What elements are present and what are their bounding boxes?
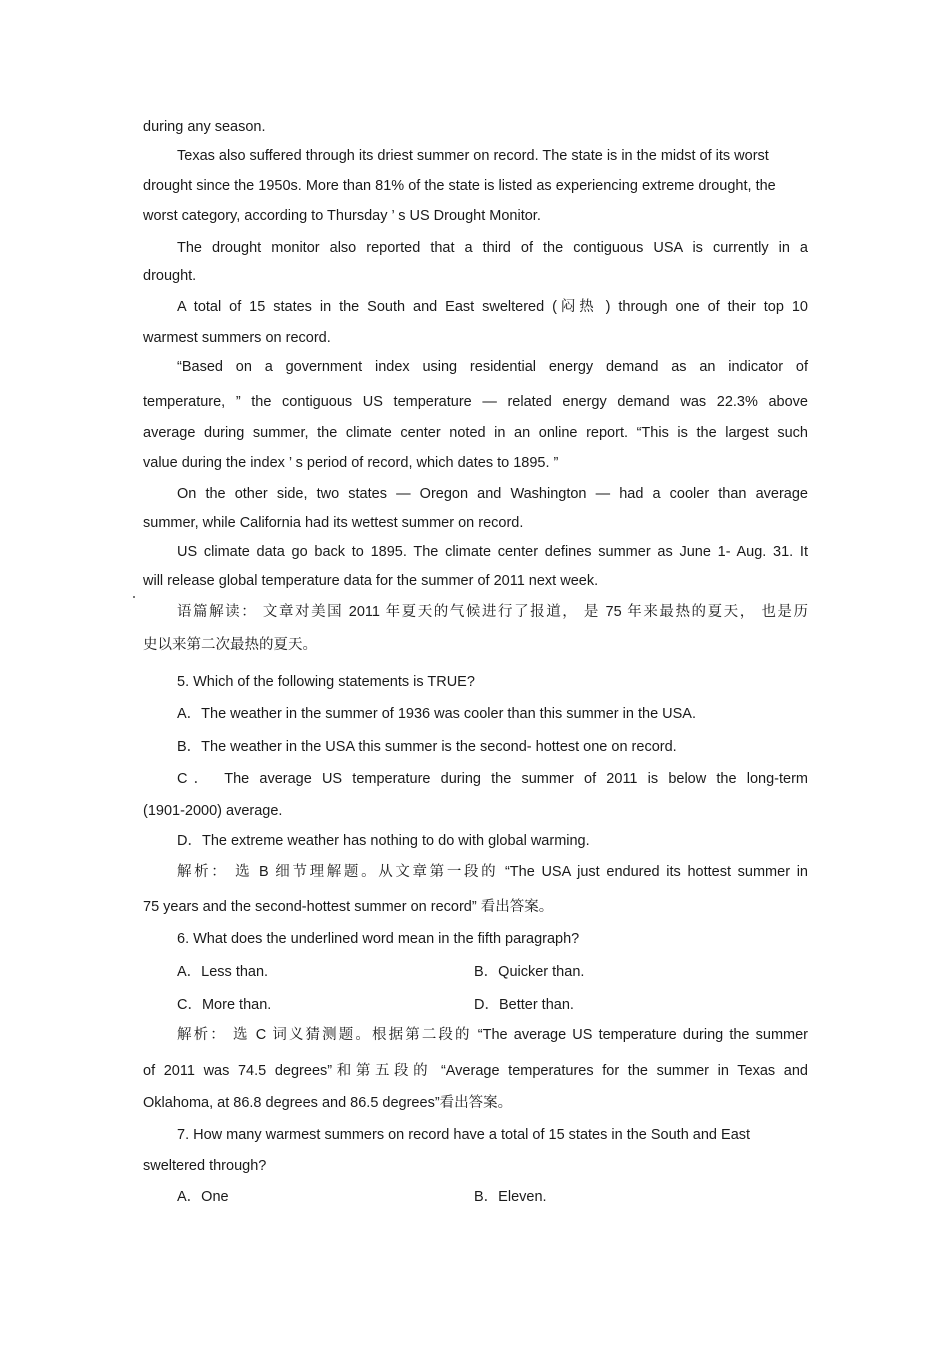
question-5: 5. Which of the following statements is TRUE? [177,674,475,690]
option-c: C． The average US temperature during the summer of 2011 is below the long-term [177,771,808,787]
text-line: warmest summers on record. [143,330,331,346]
option-b: B．Quicker than. [474,964,585,980]
text-line: sweltered through? [143,1158,267,1174]
option-d: D．The extreme weather has nothing to do with global warming. [177,833,590,849]
text-line: drought. [143,268,197,284]
text-line: temperature, ” the contiguous US temperature — related energy demand was 22.3% above [143,394,808,410]
question-7: 7. How many warmest summers on record have a total of 15 states in the South and East [177,1127,751,1143]
option-a: A．One [177,1189,229,1205]
text-line: A total of 15 states in the South and East sweltered (闷热 ) through one of their top 10 [177,299,808,315]
text-line: Oklahoma, at 86.8 degrees and 86.5 degrees”看出答案。 [143,1095,513,1111]
question-6: 6. What does the underlined word mean in the fifth paragraph? [177,931,580,947]
text-line: (1901-2000) average. [143,803,283,819]
text-line: worst category, according to Thursday ’ s US Drought Monitor. [143,208,541,224]
option-d: D．Better than. [474,997,574,1013]
text-line: US climate data go back to 1895. The climate center defines summer as June 1- Aug. 31. It [177,544,808,560]
text-line: 语篇解读： 文章对美国 2011 年夏天的气候进行了报道， 是 75 年来最热的夏天， 也是历 [177,604,808,620]
text-line: during any season. [143,119,266,135]
option-a: A．The weather in the summer of 1936 was cooler than this summer in the USA. [177,706,697,722]
text-line: 史以来第二次最热的夏天。 [143,637,317,653]
text-line: Texas also suffered through its driest summer on record. The state is in the midst of its worst [177,148,769,164]
text-line: drought since the 1950s. More than 81% of the state is listed as experiencing extreme drought, the [143,178,776,194]
option-c: C．More than. [177,997,272,1013]
text-line: value during the index ’ s period of record, which dates to 1895. ” [143,455,559,471]
text-line: summer, while California had its wettest summer on record. [143,515,524,531]
text-line: will release global temperature data for the summer of 2011 next week. [143,573,599,589]
text-line: The drought monitor also reported that a third of the contiguous USA is currently in a [177,240,808,256]
option-a: A．Less than. [177,964,269,980]
text-line: average during summer, the climate center noted in an online report. “This is the largest such [143,425,808,441]
option-b: B．Eleven. [474,1189,547,1205]
text-line: On the other side, two states — Oregon and Washington — had a cooler than average [177,486,808,502]
text-line: “Based on a government index using residential energy demand as an indicator of [177,359,808,375]
text-line: of 2011 was 74.5 degrees”和第五段的 “Average temperatures for the summer in Texas and [143,1063,808,1079]
text-line: 75 years and the second-hottest summer on record” 看出答案。 [143,899,554,915]
analysis: 解析： 选 C 词义猜测题。根据第二段的 “The average US temperature during the summer [177,1027,808,1043]
speck [133,596,135,598]
option-b: B．The weather in the USA this summer is the second- hottest one on record. [177,739,677,755]
analysis: 解析： 选 B 细节理解题。从文章第一段的 “The USA just endured its hottest summer in [177,864,808,880]
